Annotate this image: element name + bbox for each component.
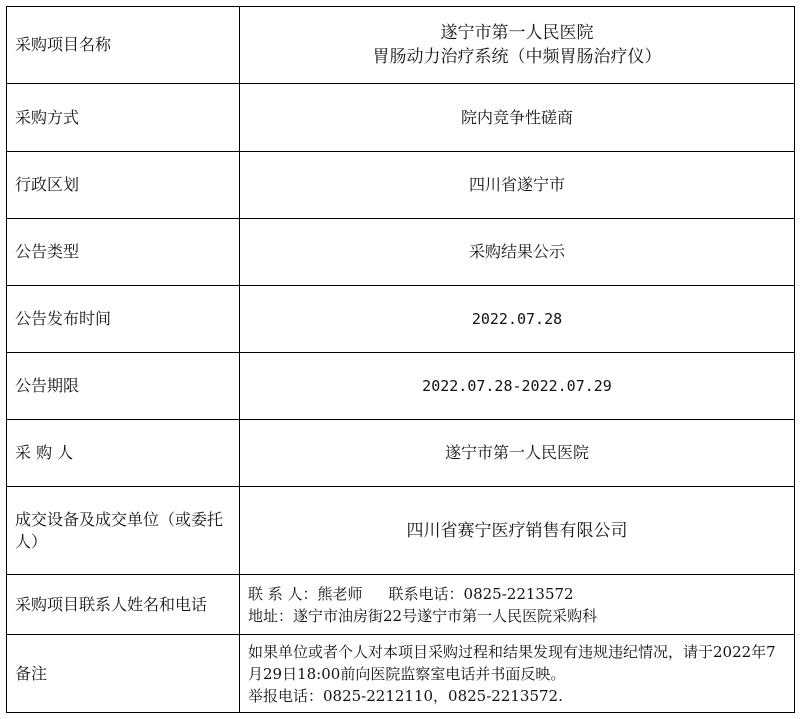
publish-time-value: 2022.07.28 (240, 286, 795, 353)
project-name-line2: 胃肠动力治疗系统（中频胃肠治疗仪） (372, 47, 662, 67)
publish-time-label: 公告发布时间 (7, 286, 240, 353)
table-row-remarks (7, 635, 795, 713)
winner-label: 成交设备及成交单位（或委托人） (7, 487, 240, 575)
table-row-contact (7, 575, 795, 635)
project-name-line1: 遂宁市第一人民医院 (440, 23, 594, 43)
table-row-publish-time (7, 286, 795, 353)
contact-person: 联 系 人：熊老师 (248, 584, 363, 603)
table-row-purchaser (7, 420, 795, 487)
winner-value: 四川省赛宁医疗销售有限公司 (240, 487, 795, 575)
announcement-type-value: 采购结果公示 (240, 219, 795, 286)
contact-address: 地址：遂宁市油房街22号遂宁市第一人民医院采购科 (248, 606, 598, 625)
remarks-label: 备注 (7, 635, 240, 713)
table-row-winner (7, 487, 795, 575)
table-row-region (7, 152, 795, 219)
purchaser-label: 采 购 人 (7, 420, 240, 487)
remarks-text: 如果单位或者个人对本项目采购过程和结果发现有违规违纪情况，请于2022年7月29日18:00前向医院监察室电话并书面反映。 (248, 642, 776, 683)
project-name-value (240, 7, 795, 84)
announcement-type-label: 公告类型 (7, 219, 240, 286)
table-row-type (7, 219, 795, 286)
remarks-value (240, 635, 795, 713)
procurement-method-label: 采购方式 (7, 84, 240, 152)
region-label: 行政区划 (7, 152, 240, 219)
table-row-period (7, 353, 795, 420)
project-name-label: 采购项目名称 (7, 7, 240, 84)
remarks-hotline: 举报电话：0825-2212110，0825-2213572. (248, 686, 563, 705)
table-row-method (7, 84, 795, 152)
procurement-method-value: 院内竞争性磋商 (240, 84, 795, 152)
contact-line (248, 583, 786, 605)
contact-phone: 联系电话：0825-2213572 (388, 584, 574, 603)
table-row-project (7, 7, 795, 84)
purchaser-value: 遂宁市第一人民医院 (240, 420, 795, 487)
contact-value (240, 575, 795, 635)
period-value: 2022.07.28-2022.07.29 (240, 353, 795, 420)
contact-label: 采购项目联系人姓名和电话 (7, 575, 240, 635)
period-label: 公告期限 (7, 353, 240, 420)
region-value: 四川省遂宁市 (240, 152, 795, 219)
procurement-result-table (6, 6, 795, 713)
